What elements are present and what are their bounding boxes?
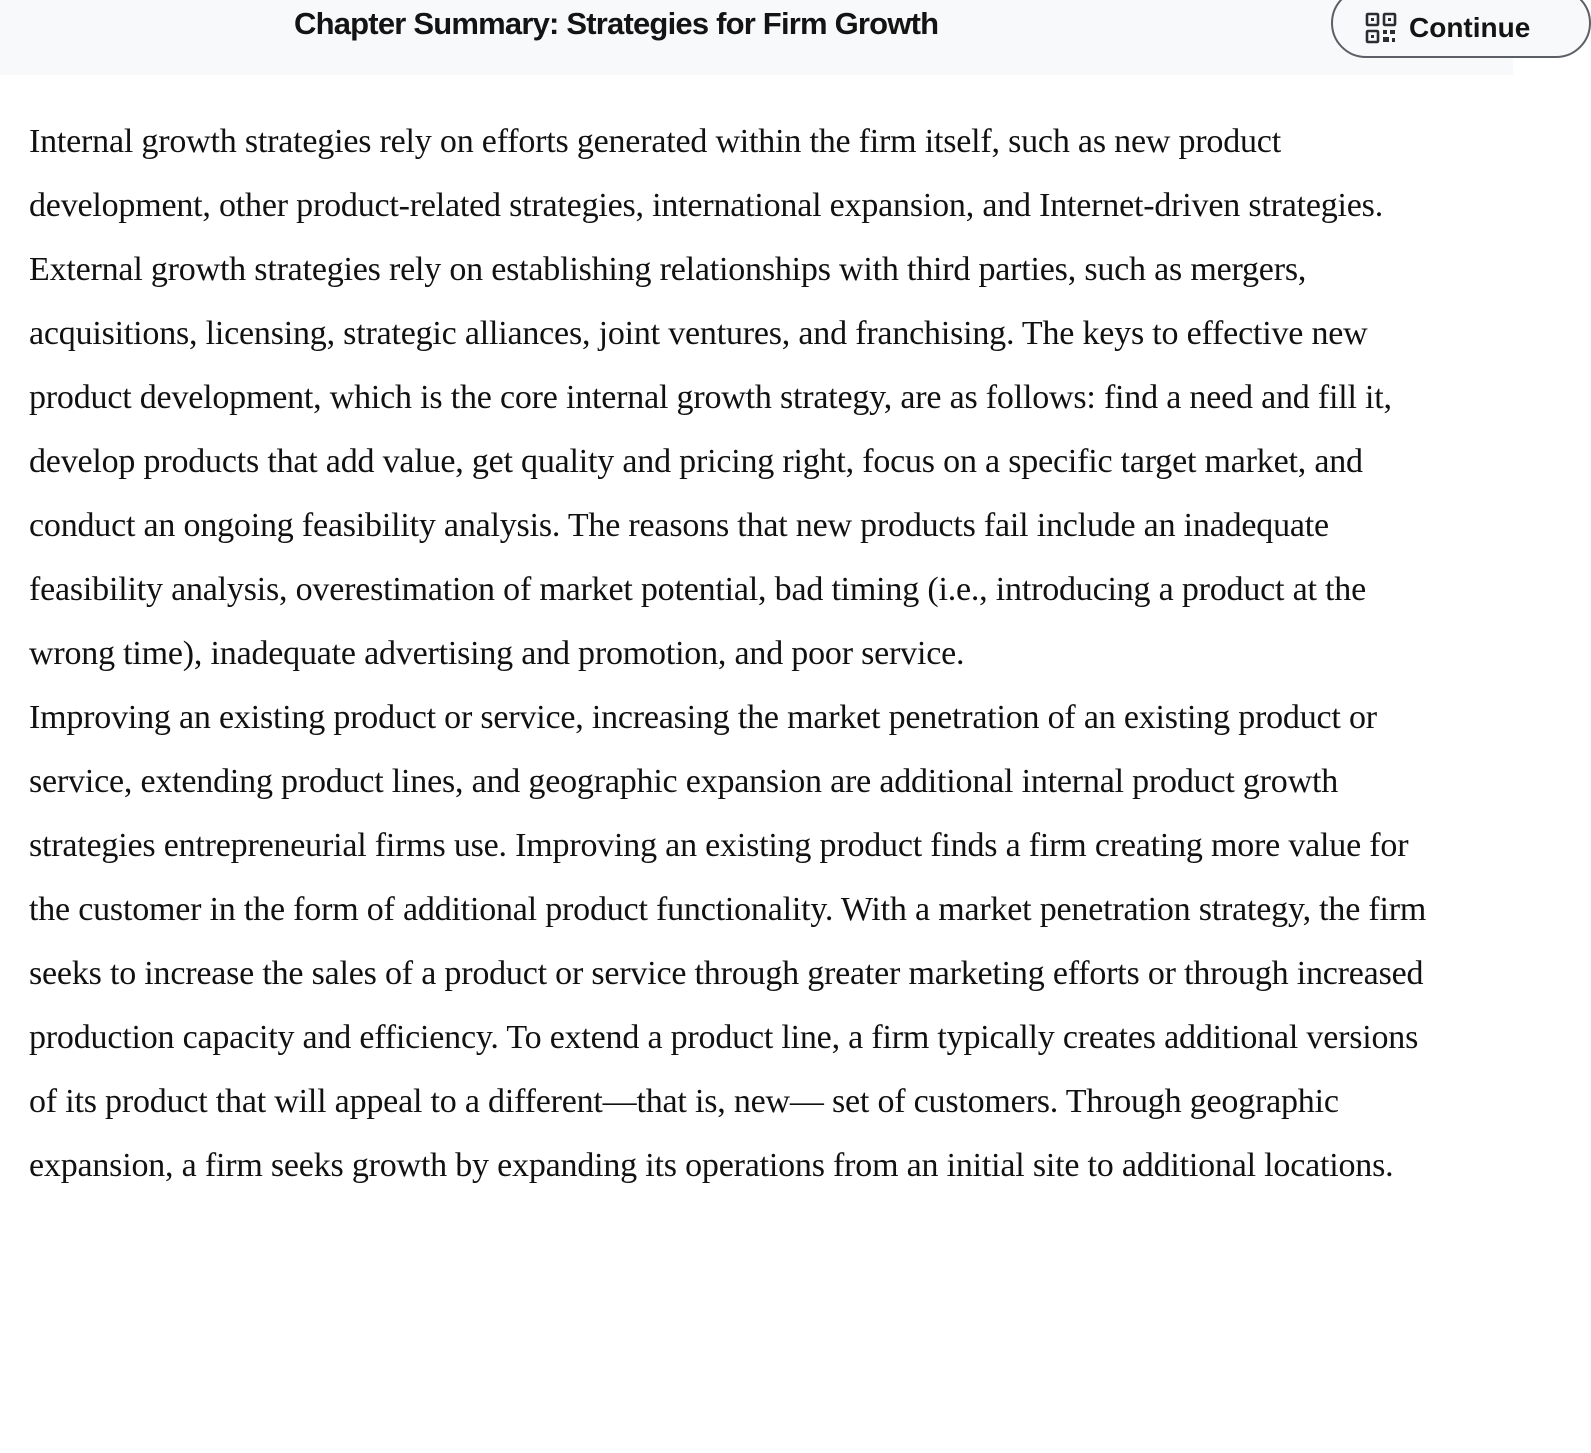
summary-paragraph-product-growth-strategies: Improving an existing product or service, increasing the market penetration of an existing product or service, extending product lines, and geographic expansion are additional internal product growth strategies entrepreneurial firms use. Improving an existing product finds a firm creating more value for the customer in the form of additional product functionality. With a market penetration strategy, the firm seeks to increase the sales of a product or service through greater marketing efforts or through increased production capacity and efficiency. To extend a product line, a firm typically creates additional versions of its product that will appeal to a different—that is, new— set of customers. Through geographic expansion, a firm seeks growth by expanding its operations from an initial site to additional locations. [29, 699, 1427, 1184]
qr-code-icon [1365, 12, 1397, 44]
summary-paragraph-internal-external-growth: Internal growth strategies rely on efforts generated within the firm itself, such as new product development, other product-related strategies, international expansion, and Internet-driven strategies. External growth strategies rely on establishing relationships with third parties, such as mergers, acquisitions, licensing, strategic alliances, joint ventures, and franchising. The keys to effective new product development, which is the core internal growth strategy, are as follows: find a need and fill it, develop products that add value, get quality and pricing right, focus on a specific target market, and conduct an ongoing feasibility analysis. The reasons that new products fail include an inadequate feasibility analysis, overestimation of market potential, bad timing (i.e., introducing a product at the wrong time), inadequate advertising and promotion, and poor service. [29, 123, 1392, 672]
page-title: Chapter Summary: Strategies for Firm Growth [294, 6, 939, 41]
continue-button[interactable] [1331, 0, 1591, 58]
chapter-summary-content [29, 110, 1429, 1198]
continue-button-label: Continue [1409, 12, 1531, 43]
top-bar [0, 0, 1531, 75]
